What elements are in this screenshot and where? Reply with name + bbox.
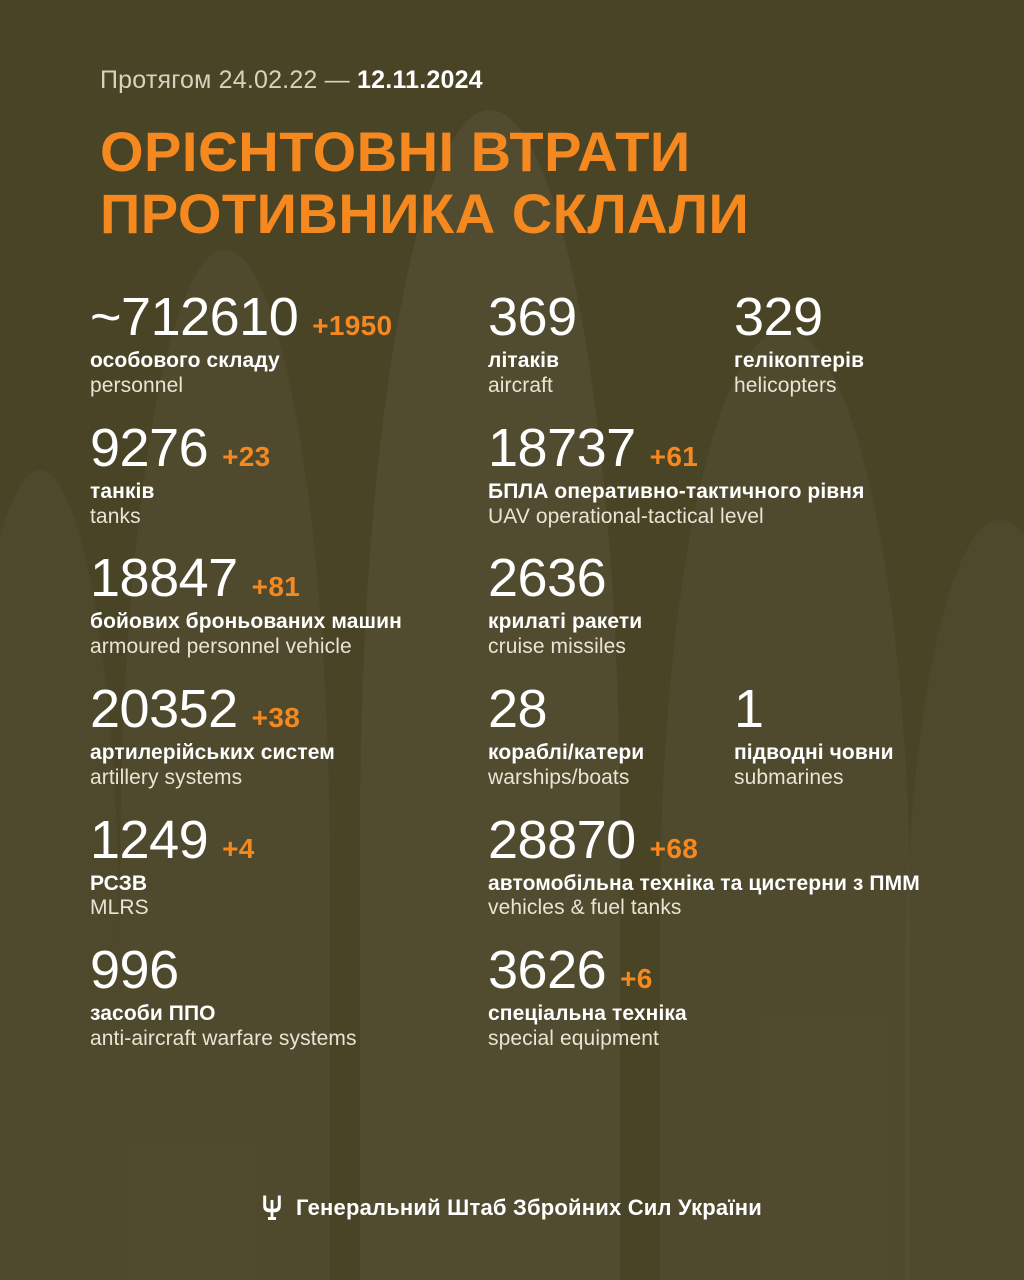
loss-value: 3626 [488,940,607,1001]
loss-item-cruise-missiles [488,548,938,660]
trident-icon [262,1194,282,1222]
loss-delta: +81 [251,571,301,603]
report-date: 12.11.2024 [357,66,483,94]
footer-text: Генеральний Штаб Збройних Сил України [296,1195,762,1220]
loss-label-en: vehicles & fuel tanks [488,896,682,920]
loss-value: 1249 [90,809,209,870]
loss-item-armoured-personnel-vehicle [90,548,488,660]
losses-column-right [488,287,938,1074]
loss-label-ua: особового складу [90,349,280,373]
loss-label-ua: спеціальна техніка [488,1002,687,1026]
loss-value: 18847 [90,548,238,609]
loss-label-ua: крилаті ракети [488,610,643,634]
loss-label-en: cruise missiles [488,635,627,659]
loss-row-aircraft-helicopters [488,287,938,421]
loss-item-helicopters [734,287,865,399]
loss-label-ua: кораблі/катери [488,741,645,765]
loss-value: ~712610 [90,287,299,348]
loss-label-en: armoured personnel vehicle [90,635,352,659]
loss-label-en: warships/boats [488,765,630,789]
loss-delta: +68 [649,832,699,864]
page-title [100,121,1024,244]
loss-item-vehicles-fuel-tanks [488,809,938,922]
loss-label-ua: засоби ППО [90,1002,216,1026]
loss-label-en: personnel [90,374,184,398]
loss-label-en: special equipment [488,1027,659,1051]
loss-delta: +4 [222,832,255,864]
loss-label-ua: автомобільна техніка та цистерни з ПММ [488,871,920,895]
loss-label-en: UAV operational-tactical level [488,504,764,528]
loss-value: 329 [734,287,823,348]
loss-label-ua: літаків [488,349,560,373]
loss-value: 28 [488,679,548,740]
loss-item-uav-operational-tactical [488,417,938,530]
loss-label-ua: танків [90,479,155,503]
loss-label-en: aircraft [488,374,553,398]
loss-label-en: tanks [90,504,141,528]
loss-delta: +1950 [312,310,393,342]
loss-label-ua: підводні човни [734,741,894,765]
loss-label-ua: БПЛА оперативно-тактичного рівня [488,479,865,503]
loss-row-warships-submarines [488,679,938,813]
loss-value: 20352 [90,679,238,740]
period-line [100,66,1024,95]
loss-value: 9276 [90,417,209,478]
loss-delta: +23 [222,440,271,472]
loss-label-en: MLRS [90,896,149,920]
loss-label-ua: артилерійських систем [90,741,335,765]
loss-label-en: helicopters [734,374,837,398]
loss-item-anti-aircraft-warfare-systems [90,940,488,1052]
loss-item-warships-boats [488,679,734,791]
loss-value: 2636 [488,548,607,609]
loss-label-ua: гелікоптерів [734,349,865,373]
loss-label-en: anti-aircraft warfare systems [90,1027,357,1051]
loss-value: 1 [734,679,764,740]
loss-delta: +6 [620,963,653,995]
loss-label-ua: РСЗВ [90,871,148,895]
loss-item-mlrs [90,809,488,922]
loss-delta: +61 [649,440,699,472]
loss-label-ua: бойових броньованих машин [90,610,402,634]
losses-column-left [90,287,488,1074]
loss-item-submarines [734,679,894,791]
loss-item-personnel [90,287,488,399]
loss-value: 28870 [488,809,636,870]
loss-item-special-equipment [488,940,938,1052]
loss-item-tanks [90,417,488,530]
footer [0,1194,1024,1222]
period-prefix: Протягом 24.02.22 — [100,66,350,94]
loss-value: 996 [90,940,179,1001]
page-title-line-2: ПРОТИВНИКА СКЛАЛИ [100,181,750,245]
page-title-line-1: ОРІЄНТОВНІ ВТРАТИ [100,120,691,183]
loss-item-artillery-systems [90,679,488,791]
loss-delta: +38 [251,702,301,734]
losses-grid [0,287,1024,1074]
loss-label-en: submarines [734,765,844,789]
loss-label-en: artillery systems [90,765,243,789]
loss-value: 18737 [488,417,636,478]
loss-item-aircraft [488,287,734,399]
loss-value: 369 [488,287,577,348]
